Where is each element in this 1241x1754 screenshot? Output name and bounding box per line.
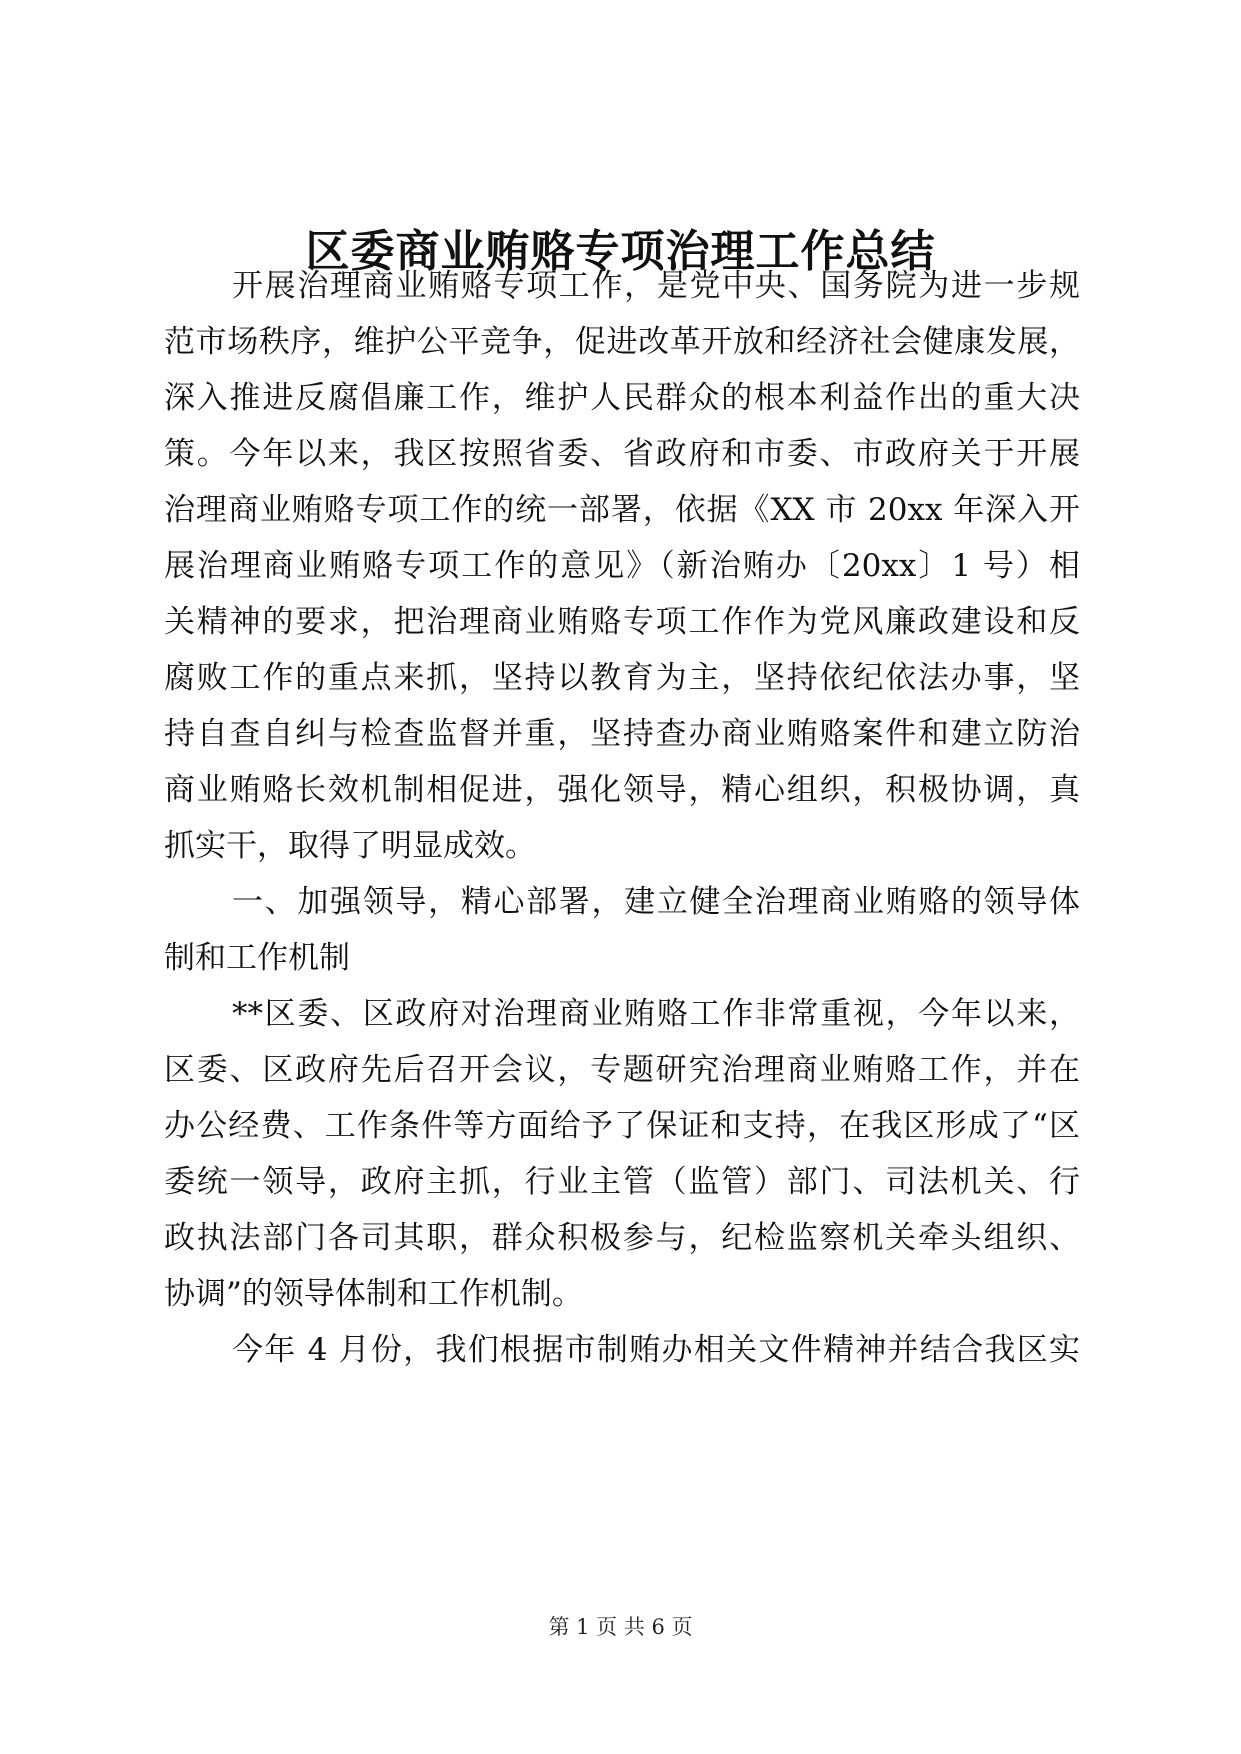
paragraph-line: 开展治理商业贿赂专项工作，是党中央、国务院为进一步规 — [232, 268, 1080, 304]
paragraph-line: 策。今年以来，我区按照省委、省政府和市委、市政府关于开展 — [164, 436, 1080, 472]
paragraph-line: 办公经费、工作条件等方面给予了保证和支持，在我区形成了“区 — [164, 1108, 1080, 1144]
paragraph-line: 商业贿赂长效机制相促进，强化领导，精心组织，积极协调，真 — [164, 772, 1080, 808]
paragraph-line: 深入推进反腐倡廉工作，维护人民群众的根本利益作出的重大决 — [164, 380, 1080, 416]
paragraph-line: 范市场秩序，维护公平竞争，促进改革开放和经济社会健康发展， — [164, 324, 1080, 360]
paragraph-line: 协调”的领导体制和工作机制。 — [164, 1276, 583, 1312]
page-number-footer: 第 1 页 共 6 页 — [548, 1615, 693, 1639]
paragraph-line: 抓实干，取得了明显成效。 — [164, 828, 536, 864]
paragraph-line: 展治理商业贿赂专项工作的意见》（新治贿办〔20xx〕1 号）相 — [164, 548, 1080, 584]
paragraph-line: 区委、区政府先后召开会议，专题研究治理商业贿赂工作，并在 — [164, 1052, 1080, 1088]
paragraph-line: **区委、区政府对治理商业贿赂工作非常重视，今年以来， — [232, 996, 1080, 1032]
paragraph-line: 治理商业贿赂专项工作的统一部署，依据《XX 市 20xx 年深入开 — [164, 492, 1080, 528]
paragraph-line: 委统一领导，政府主抓，行业主管（监管）部门、司法机关、行 — [164, 1164, 1080, 1200]
paragraph-line: 今年 4 月份，我们根据市制贿办相关文件精神并结合我区实 — [232, 1332, 1080, 1368]
section-heading-line: 制和工作机制 — [164, 940, 350, 976]
paragraph-line: 腐败工作的重点来抓，坚持以教育为主，坚持依纪依法办事，坚 — [164, 660, 1080, 696]
paragraph-line: 政执法部门各司其职，群众积极参与，纪检监察机关牵头组织、 — [164, 1220, 1080, 1256]
paragraph-line: 关精神的要求，把治理商业贿赂专项工作作为党风廉政建设和反 — [164, 604, 1080, 640]
paragraph-line: 持自查自纠与检查监督并重，坚持查办商业贿赂案件和建立防治 — [164, 716, 1080, 752]
section-heading-line: 一、加强领导，精心部署，建立健全治理商业贿赂的领导体 — [232, 884, 1080, 920]
document-title: 区委商业贿赂专项治理工作总结 — [305, 226, 936, 277]
